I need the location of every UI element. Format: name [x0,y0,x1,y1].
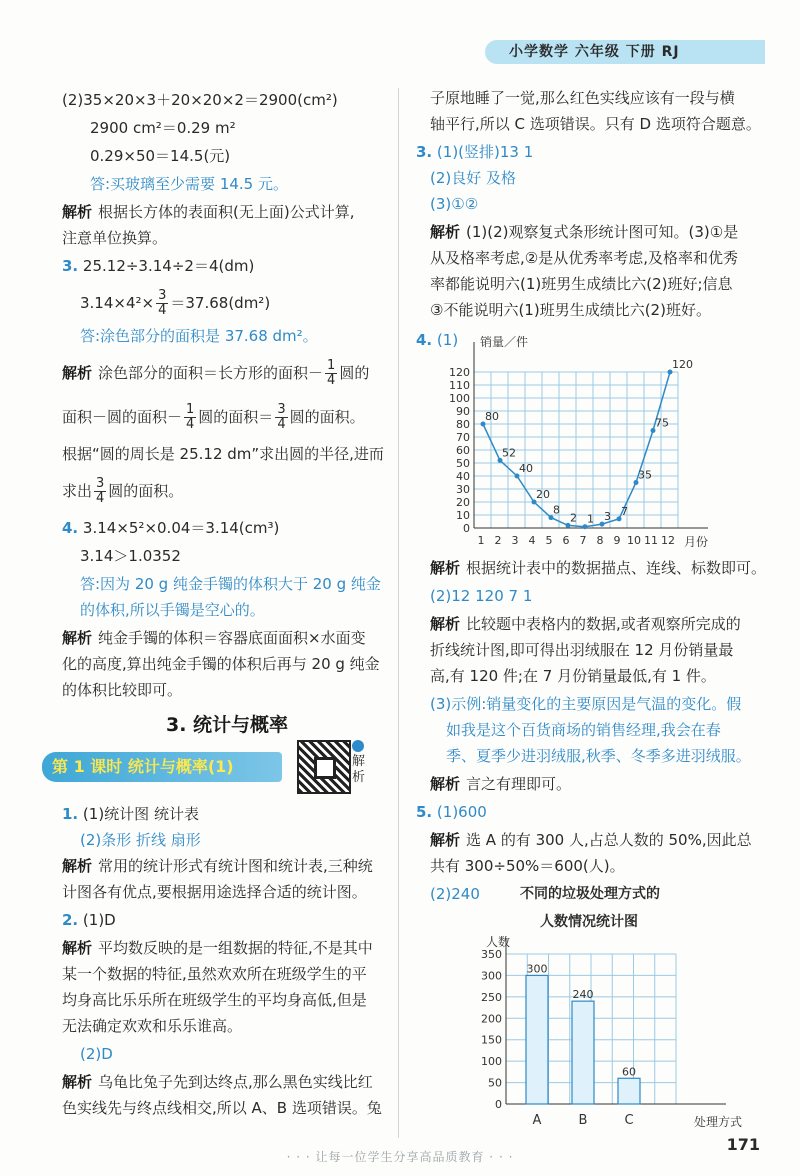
bar-chart [466,934,756,1134]
y-tick-label: 90 [456,405,470,418]
answer-line: (2)12 120 7 1 [430,587,533,605]
data-label: 60 [622,1065,636,1079]
text-span: (1)统计图 统计表 [82,805,199,823]
bar [572,1001,594,1104]
y-tick-label: 350 [481,948,502,961]
question-line [416,142,533,162]
bar [526,975,548,1104]
text-span: 言之有理即可。 [466,775,572,793]
fraction-denominator: 4 [96,491,105,506]
data-label: 52 [502,446,516,460]
fraction [275,403,287,432]
text-line [62,856,373,876]
answer-line: (2)240 [430,885,480,903]
fraction-numerator: 1 [186,402,195,417]
text-span: 平均数反映的是一组数据的特征,不是其中 [98,939,373,957]
question-number: 2. [62,911,79,929]
analysis-label: 解析 [62,203,93,221]
y-tick-label: 150 [481,1033,502,1047]
text-line: 3.14＞1.0352 [80,547,181,565]
answer-line: 答:因为 20 g 纯金手镯的体积大于 20 g 纯金 [80,575,381,593]
fraction [325,359,337,388]
data-label: 35 [638,468,652,482]
text-line: 率都能说明六(1)班男生成绩比六(2)班好;信息 [430,275,733,293]
text-line: 折线统计图,即可得出羽绒服在 12 月份销量最 [430,641,734,659]
analysis-label: 解析 [430,223,461,241]
question-number: 3. [62,257,79,275]
data-label: 120 [672,358,693,371]
x-tick-label: 7 [579,534,587,547]
text-line: 均身高比乐乐所在班级学生的平均身高低,但是 [62,991,367,1009]
text-span: 乌龟比兔子先到达终点,那么黑色实线比红 [98,1073,373,1091]
text-line: 根据“圆的周长是 25.12 dm”求出圆的半径,进而 [62,445,384,463]
text-line [62,202,355,222]
y-axis-label: 人数 [486,935,511,949]
text-line: 化的高度,算出纯金手镯的体积后再与 20 g 纯金 [62,655,380,673]
text-line [62,628,366,648]
question-number: 5. [416,803,433,821]
text-span: 3.14×4²× [80,294,155,312]
answer-line: (2)条形 折线 扇形 [80,831,201,849]
fraction-numerator: 3 [277,402,286,417]
analysis-label: 解析 [62,364,93,382]
x-axis-label: 处理方式 [694,1115,743,1129]
x-tick-label: A [532,1113,542,1128]
x-tick-label: 4 [528,534,536,547]
qr-label: 解析 [352,754,366,785]
text-line: 高,有 120 件;在 7 月份销量最低,有 1 件。 [430,667,716,685]
data-label: 75 [655,416,669,430]
question-line [416,802,487,822]
text-span: ＝37.68(dm²) [170,294,271,312]
text-line: 子原地睡了一觉,那么红色实线应该有一段与横 [430,89,735,107]
footer-slogan: · · · 让每一位学生分享高品质教育 · · · [286,1150,514,1164]
fraction-numerator: 3 [158,288,167,303]
text-span: 25.12÷3.14÷2＝4(dm) [82,257,255,275]
y-tick-label: 20 [456,496,470,509]
analysis-label: 解析 [430,615,461,633]
x-tick-label: C [624,1113,634,1128]
question-line [62,256,254,276]
x-tick-label: 9 [613,534,621,547]
analysis-label: 解析 [62,857,93,875]
question-line [62,518,279,538]
answer-line: 答:买玻璃至少需要 14.5 元。 [90,175,288,193]
y-tick-label: 50 [456,457,470,470]
text-span: 纯金手镯的体积＝容器底面面积×水面变 [98,629,366,647]
y-tick-label: 250 [481,990,502,1004]
answer-line: (3)示例:销量变化的主要原因是气温的变化。假 [430,695,742,713]
data-label: 240 [572,988,594,1002]
text-span: 根据长方体的表面积(无上面)公式计算, [98,203,355,221]
text-line: 注意单位换算。 [62,229,168,247]
text-span: (1)(竖排)13 1 [436,143,534,161]
data-label: 3 [604,510,611,524]
y-tick-label: 70 [456,431,470,444]
formula-line [80,288,270,318]
x-tick-label: 3 [511,534,519,547]
x-tick-label: B [578,1113,588,1128]
answer-line: (2)D [80,1045,113,1063]
answer-line: 如我是这个百货商场的销售经理,我会在春 [446,721,721,739]
question-number: 4. [62,519,79,537]
text-line [430,830,752,850]
text-line: 共有 300÷50%＝600(人)。 [430,857,625,875]
x-axis-label: 月份 [684,535,709,549]
text-line: 从及格率考虑,②是从优秀率考虑,及格率和优秀 [430,249,738,267]
answer-line: 季、夏季少进羽绒服,秋季、冬季多进羽绒服。 [446,747,751,765]
text-span: 圆的面积。 [108,482,184,500]
y-tick-label: 100 [481,1055,502,1069]
fraction-denominator: 4 [186,417,195,432]
y-tick-label: 10 [456,509,470,522]
data-label: 7 [621,504,628,518]
answer-line: 的体积,所以手镯是空心的。 [80,601,265,619]
y-tick-label: 110 [449,379,470,392]
text-span: 选 A 的有 300 人,占总人数的 50%,因此总 [466,831,752,849]
y-tick-label: 100 [449,392,470,405]
text-line: 计图各有优点,要根据用途选择合适的统计图。 [62,883,367,901]
x-tick-label: 10 [627,534,641,547]
text-line [430,222,738,242]
lesson-banner [42,752,392,802]
x-tick-label: 11 [644,534,658,547]
text-span: (1) [436,331,459,349]
answer-line: 答:涂色部分的面积是 37.68 dm²。 [80,327,318,345]
bar [618,1078,640,1104]
answer-line: (2)良好 及格 [430,169,517,187]
fraction [156,289,168,318]
text-line: (2)35×20×3＋20×20×2＝2900(cm²) [62,91,338,109]
y-tick-label: 50 [488,1076,502,1090]
qr-code[interactable] [297,740,351,794]
data-label: 1 [587,512,594,526]
bar-chart-title: 人数情况统计图 [540,914,638,930]
text-span: 涂色部分的面积＝长方形的面积－ [98,364,324,382]
text-span: 圆的面积。 [289,408,365,426]
y-tick-label: 60 [456,444,470,457]
text-line [62,938,373,958]
text-line [430,774,571,794]
text-line [62,402,365,432]
play-icon [352,740,364,752]
page-header: 小学数学 六年级 下册 RJ [485,40,765,64]
analysis-label: 解析 [62,1073,93,1091]
question-line [62,804,199,824]
bar-chart-title: 不同的垃圾处理方式的 [520,886,660,902]
analysis-label: 解析 [62,939,93,957]
fraction [184,403,196,432]
lesson-title: 第 1 课时 统计与概率(1) [42,752,282,782]
text-line [430,558,766,578]
text-span: 比较题中表格内的数据,或者观察所完成的 [466,615,741,633]
y-axis-label: 销量／件 [480,335,529,349]
x-tick-label: 12 [661,534,675,547]
text-line: 轴平行,所以 C 选项错误。只有 D 选项符合题意。 [430,115,761,133]
fraction [94,477,106,506]
text-span: 3.14×5²×0.04＝3.14(cm³) [82,519,280,537]
column-divider [398,88,399,1138]
fraction-numerator: 1 [327,358,336,373]
text-span: 常用的统计形式有统计图和统计表,三种统 [98,857,373,875]
question-number: 1. [62,805,79,823]
text-span: 圆的面积＝ [198,408,274,426]
y-tick-label: 300 [481,969,502,983]
text-line [430,614,741,634]
text-line: 0.29×50＝14.5(元) [90,147,231,165]
text-span: (1)D [82,911,116,929]
text-line: 无法确定欢欢和乐乐谁高。 [62,1017,243,1035]
text-line: 的体积比较即可。 [62,681,183,699]
page-number: 171 [726,1135,760,1154]
y-tick-label: 120 [449,366,470,379]
question-line [62,910,116,930]
text-line: 2900 cm²＝0.29 m² [90,119,236,137]
text-span: 圆的 [339,364,370,382]
text-span: 求出 [62,482,93,500]
x-tick-label: 2 [494,534,502,547]
y-tick-label: 200 [481,1012,502,1026]
data-label: 2 [570,511,577,525]
fraction-denominator: 4 [327,373,336,388]
x-tick-label: 6 [562,534,570,547]
text-span: 根据统计表中的数据描点、连线、标数即可。 [466,559,767,577]
data-label: 300 [526,962,548,976]
question-number: 3. [416,143,433,161]
text-line [62,476,183,506]
text-line [62,358,369,388]
text-span: 面积－圆的面积－ [62,408,183,426]
analysis-label: 解析 [430,775,461,793]
text-span: (1)600 [436,803,487,821]
y-tick-label: 0 [495,1098,502,1111]
x-tick-label: 1 [477,534,485,547]
line-chart [426,334,726,556]
text-span: (1)(2)观察复式条形统计图可知。(3)①是 [466,223,739,241]
fraction-denominator: 4 [158,303,167,318]
answer-line: (3)①② [430,195,479,213]
question-number: 4. [416,331,433,349]
y-tick-label: 30 [456,483,470,496]
data-label: 80 [485,410,499,423]
text-line: 某一个数据的特征,虽然欢欢所在班级学生的平 [62,965,367,983]
y-tick-label: 40 [456,470,470,483]
x-tick-label: 8 [596,534,604,547]
text-line: 色实线先与终点线相交,所以 A、B 选项错误。兔 [62,1099,382,1117]
data-label: 40 [519,462,533,475]
analysis-label: 解析 [62,629,93,647]
y-tick-label: 0 [463,522,470,535]
fraction-numerator: 3 [96,476,105,491]
fraction-denominator: 4 [277,417,286,432]
x-tick-label: 5 [545,534,553,547]
section-title: 3. 统计与概率 [165,714,289,736]
text-line [62,1072,373,1092]
text-line: ③不能说明六(1)班男生成绩比六(2)班好。 [430,301,711,319]
analysis-label: 解析 [430,831,461,849]
data-label: 8 [553,503,560,517]
y-tick-label: 80 [456,418,470,431]
analysis-label: 解析 [430,559,461,577]
data-label: 20 [536,488,550,501]
